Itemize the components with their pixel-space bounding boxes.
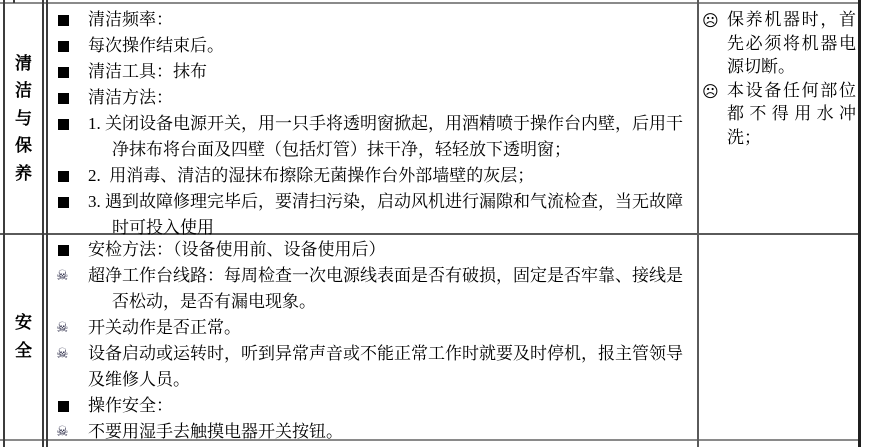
list-item-text: 开关动作是否正常。 — [88, 318, 241, 337]
note-item — [699, 8, 858, 79]
list-item — [48, 111, 696, 163]
list-item — [48, 59, 696, 85]
bullet-square-icon — [58, 197, 69, 208]
list-item-text: 1. 关闭设备电源开关，用一只手将透明窗掀起，用酒精喷于操作台内壁，后用干净抹布将台面及四壁（包括灯管）抹干净，轻轻放下透明窗； — [88, 114, 683, 159]
skull-icon: ☠ — [56, 346, 69, 362]
bullet-square-icon — [58, 119, 69, 130]
sad-face-icon: ☹ — [702, 81, 719, 101]
list-item-text: 操作安全： — [88, 396, 173, 415]
list-item — [48, 393, 696, 419]
sad-face-icon: ☹ — [702, 11, 719, 30]
list-item-text: 清洁工具：抹布 — [88, 62, 207, 81]
list-item — [48, 315, 696, 341]
list-item — [48, 419, 696, 445]
list-item — [48, 163, 696, 189]
header-column-divider-a — [42, 0, 44, 447]
list-item-text: 3. 遇到故障修理完毕后，要清扫污染，启动风机进行漏隙和气流检查，当无故障时可投入使用 — [88, 192, 683, 237]
bullet-square-icon — [58, 401, 69, 412]
list-item — [48, 341, 696, 393]
row-header-safety — [5, 236, 42, 438]
list-item-text: 安检方法：（设备使用前、设备使用后） — [88, 240, 386, 259]
list-item — [48, 85, 696, 111]
bullet-square-icon — [58, 171, 69, 182]
table-border-stub — [13, 0, 15, 3]
bullet-square-icon — [58, 67, 69, 78]
note-text: 本设备任何部位都不得用水冲洗； — [727, 80, 856, 147]
list-item-text: 设备启动或运转时，听到异常声音或不能正常工作时就要及时停机，报主管领导及维修人员。 — [88, 344, 683, 389]
row-header-label: 安全 — [15, 313, 32, 360]
cleaning-content-cell — [48, 3, 696, 241]
list-item-text: 不要用湿手去触摸电器开关按钮。 — [88, 422, 343, 441]
bullet-square-icon — [58, 15, 69, 26]
skull-icon: ☠ — [56, 424, 69, 440]
note-item — [699, 79, 858, 150]
row-header-cleaning-maintenance — [5, 4, 42, 233]
bullet-square-icon — [58, 41, 69, 52]
cleaning-notes-cell — [699, 3, 858, 149]
bullet-square-icon — [58, 245, 69, 256]
note-text: 保养机器时，首先必须将机器电源切断。 — [727, 10, 856, 76]
list-item — [48, 7, 696, 33]
table-right-border — [858, 0, 861, 447]
list-item — [48, 33, 696, 59]
safety-content-cell — [48, 236, 696, 445]
safety-notes-cell-empty — [699, 236, 858, 438]
list-item — [48, 237, 696, 263]
skull-icon: ☠ — [56, 320, 69, 336]
list-item-text: 清洁频率： — [88, 10, 173, 29]
skull-icon: ☠ — [56, 268, 69, 284]
list-item-text: 每次操作结束后。 — [88, 36, 224, 55]
bullet-square-icon — [58, 93, 69, 104]
list-item-text: 超净工作台线路：每周检查一次电源线表面是否有破损，固定是否牢靠、接线是否松动，是否有漏电现象。 — [88, 266, 683, 311]
list-item — [48, 263, 696, 315]
list-item — [48, 189, 696, 241]
row-header-label: 清洁与保养 — [15, 53, 32, 183]
list-item-text: 2. 用消毒、清洁的湿抹布擦除无菌操作台外部墙壁的灰层； — [88, 166, 535, 185]
list-item-text: 清洁方法： — [88, 88, 173, 107]
